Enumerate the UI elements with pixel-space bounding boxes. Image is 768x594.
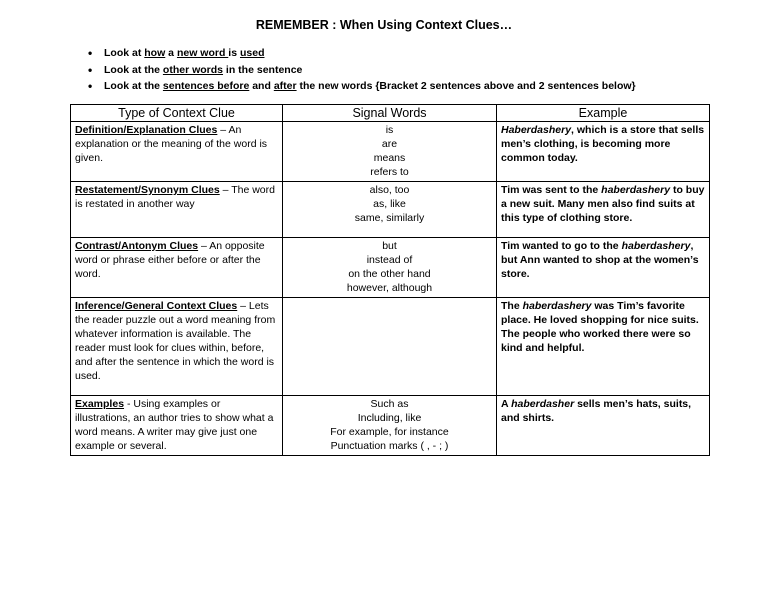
- header-type: Type of Context Clue: [71, 105, 283, 122]
- header-signal-words: Signal Words: [283, 105, 497, 122]
- tip-text: in the sentence: [223, 63, 303, 76]
- example-text: The: [501, 300, 523, 312]
- clue-description: - Using examples or illustrations, an author tries to show what a word means. A writer may give just one example or several.: [75, 398, 274, 452]
- signal-words-cell: [283, 298, 497, 396]
- table-header-row: [71, 105, 710, 122]
- tips-list: [88, 45, 636, 95]
- context-clues-table: [70, 104, 710, 456]
- tip-item: [88, 62, 636, 79]
- tip-text: Look at the: [104, 63, 163, 76]
- example-cell: [497, 122, 710, 182]
- example-cell: [497, 238, 710, 298]
- tip-text-underlined: after: [273, 80, 297, 92]
- example-cell: [497, 298, 710, 396]
- tip-text-underlined: new word: [176, 47, 229, 59]
- clue-term: Restatement/Synonym Clues: [75, 184, 220, 196]
- signal-word: same, similarly: [354, 212, 425, 224]
- signal-word: are: [381, 138, 398, 150]
- example-keyword: haberdasher: [511, 398, 575, 410]
- table-row: [71, 298, 710, 396]
- clue-description: – Lets the reader puzzle out a word meaning from whatever information is available. The reader must look for clues within, before, and after the sentence in which the word is used.: [75, 300, 276, 382]
- tip-item: [88, 78, 636, 95]
- signal-words-cell: [283, 238, 497, 298]
- clue-type-cell: [71, 298, 283, 396]
- tip-text-underlined: other words: [162, 63, 224, 76]
- example-keyword: haberdashery: [601, 184, 671, 196]
- signal-words-cell: [283, 122, 497, 182]
- clue-description: – An opposite word or phrase either before or after the word.: [75, 240, 265, 280]
- clue-description: – The word is restated in another way: [75, 184, 275, 210]
- tip-text: Look at the: [104, 80, 163, 92]
- signal-word: is: [385, 124, 394, 136]
- signal-word: but: [382, 240, 397, 252]
- signal-words-cell: [283, 182, 497, 238]
- signal-words-cell: [283, 396, 497, 456]
- tip-text-underlined: sentences before: [162, 80, 250, 92]
- signal-word: refers to: [370, 166, 409, 178]
- signal-word: For example, for instance: [330, 426, 449, 438]
- header-example: Example: [497, 105, 710, 122]
- example-cell: [497, 182, 710, 238]
- tip-text-underlined: how: [144, 47, 166, 59]
- example-text: was Tim’s favorite place. He loved shopping for nice suits. The people who worked there were so kind and helpful.: [501, 300, 699, 354]
- table-row: [71, 182, 710, 238]
- example-keyword: Haberdashery: [501, 124, 572, 136]
- tip-text: and: [249, 80, 274, 92]
- signal-word: Such as: [370, 398, 409, 410]
- signal-word: however, although: [346, 282, 433, 294]
- example-keyword: haberdashery: [621, 240, 691, 252]
- clue-term: Inference/General Context Clues: [75, 300, 238, 312]
- signal-word: instead of: [366, 254, 413, 266]
- example-text: Tim wanted to go to the: [501, 240, 622, 252]
- example-text: A: [501, 398, 512, 410]
- example-text: , but Ann wanted to shop at the women’s store.: [501, 240, 699, 280]
- tip-text: a: [165, 47, 177, 59]
- example-cell: [497, 396, 710, 456]
- table-row: [71, 122, 710, 182]
- signal-word: as, like: [373, 198, 406, 210]
- table-row: [71, 396, 710, 456]
- signal-word: means: [373, 152, 406, 164]
- example-keyword: haberdashery: [522, 300, 592, 312]
- clue-type-cell: [71, 182, 283, 238]
- tip-text: is: [228, 47, 240, 59]
- clue-type-cell: [71, 238, 283, 298]
- example-text: , which is a store that sells men’s clothing, is becoming more common today.: [501, 124, 705, 164]
- tip-text: Look at: [104, 47, 145, 59]
- tip-text: the new words {Bracket 2 sentences above and 2 sentences below}: [296, 80, 636, 92]
- clue-description: – An explanation or the meaning of the word is given.: [75, 124, 268, 164]
- clue-type-cell: [71, 122, 283, 182]
- tip-item: [88, 45, 636, 62]
- signal-word: Punctuation marks ( , - ; ): [330, 440, 449, 452]
- clue-term: Definition/Explanation Clues: [75, 124, 218, 136]
- table-row: [71, 238, 710, 298]
- tip-text-underlined: used: [239, 47, 265, 59]
- example-text: Tim was sent to the: [501, 184, 602, 196]
- page-title: REMEMBER : When Using Context Clues…: [255, 18, 513, 32]
- example-text: to buy a new suit. Many men also find suits at this type of clothing store.: [501, 184, 705, 224]
- clue-term: Contrast/Antonym Clues: [75, 240, 199, 252]
- signal-word: Including, like: [357, 412, 422, 424]
- clue-term: Examples: [75, 398, 125, 410]
- signal-word: on the other hand: [348, 268, 431, 280]
- signal-word: also, too: [369, 184, 410, 196]
- clue-type-cell: [71, 396, 283, 456]
- example-text: sells men’s hats, suits, and shirts.: [501, 398, 692, 424]
